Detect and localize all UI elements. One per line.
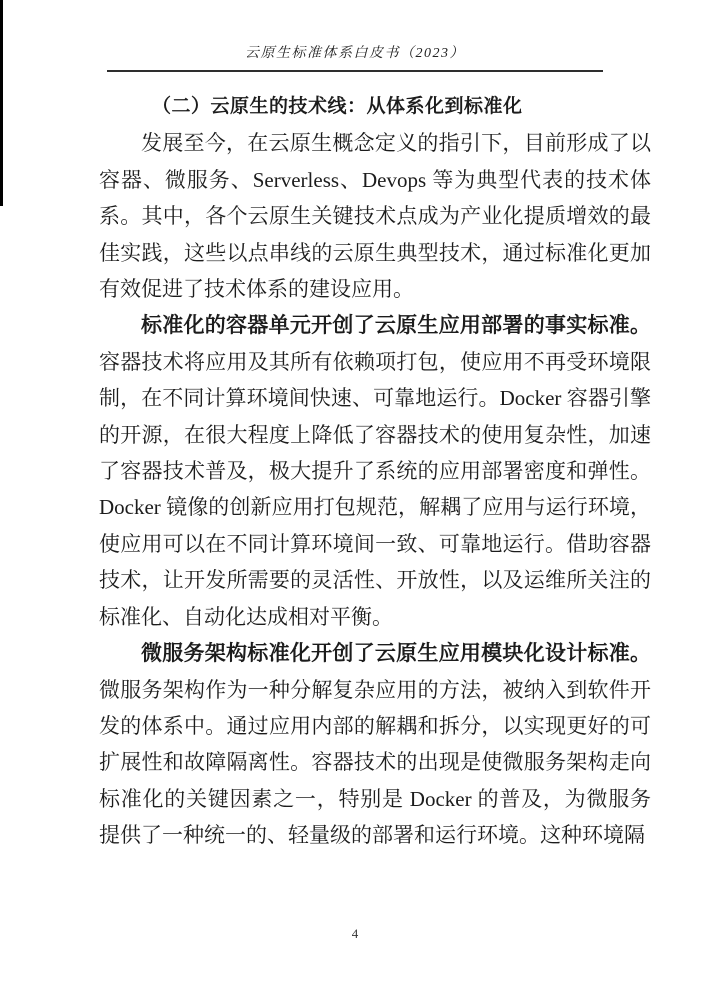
paragraph-3-text: 微服务架构作为一种分解复杂应用的方法，被纳入到软件开发的体系中。通过应用内部的解耦和拆分，以实现更好的可扩展性和故障隔离性。容器技术的出现是使微服务架构走向标准化的关键因素之一，特别是 Docker 的普及，为微服务提供了一种统一的、轻量级的部署和运行环境。这种环境隔: [99, 677, 651, 848]
paragraph-2-text: 容器技术将应用及其所有依赖项打包，使应用不再受环境限制，在不同计算环境间快速、可靠地运行。Docker 容器引擎的开源，在很大程度上降低了容器技术的使用复杂性，加速了容器技术普及，极大提升了系统的应用部署密度和弹性。Docker 镜像的创新应用打包规范，解耦了应用与运行环境，使应用可以在不同计算环境间一致、可靠地运行。借助容器技术，让开发所需要的灵活性、开放性，以及运维所关注的标准化、自动化达成相对平衡。: [99, 349, 651, 629]
paragraph-1-text: 发展至今，在云原生概念定义的指引下，目前形成了以容器、微服务、Serverless、Devops 等为典型代表的技术体系。其中，各个云原生关键技术点成为产业化提质增效的最佳实践，这些以点串线的云原生典型技术，通过标准化更加有效促进了技术体系的建设应用。: [99, 131, 651, 302]
header-rule: [107, 70, 603, 72]
paragraph-3-lead: 微服务架构标准化开创了云原生应用模块化设计标准。: [141, 641, 651, 666]
section-title: （二）云原生的技术线：从体系化到标准化: [152, 96, 523, 117]
paragraph-2: [99, 307, 651, 635]
running-header-title: 云原生标准体系白皮书（2023）: [245, 46, 465, 61]
paragraph-2-lead: 标准化的容器单元开创了云原生应用部署的事实标准。: [141, 313, 651, 338]
paragraph-1: [99, 125, 651, 307]
scan-edge-artifact: [0, 0, 3, 206]
paragraph-3: [99, 635, 651, 853]
page-content: [99, 89, 651, 854]
page-number: 4: [351, 926, 359, 941]
running-header: [0, 42, 710, 62]
page-footer: [0, 926, 710, 942]
